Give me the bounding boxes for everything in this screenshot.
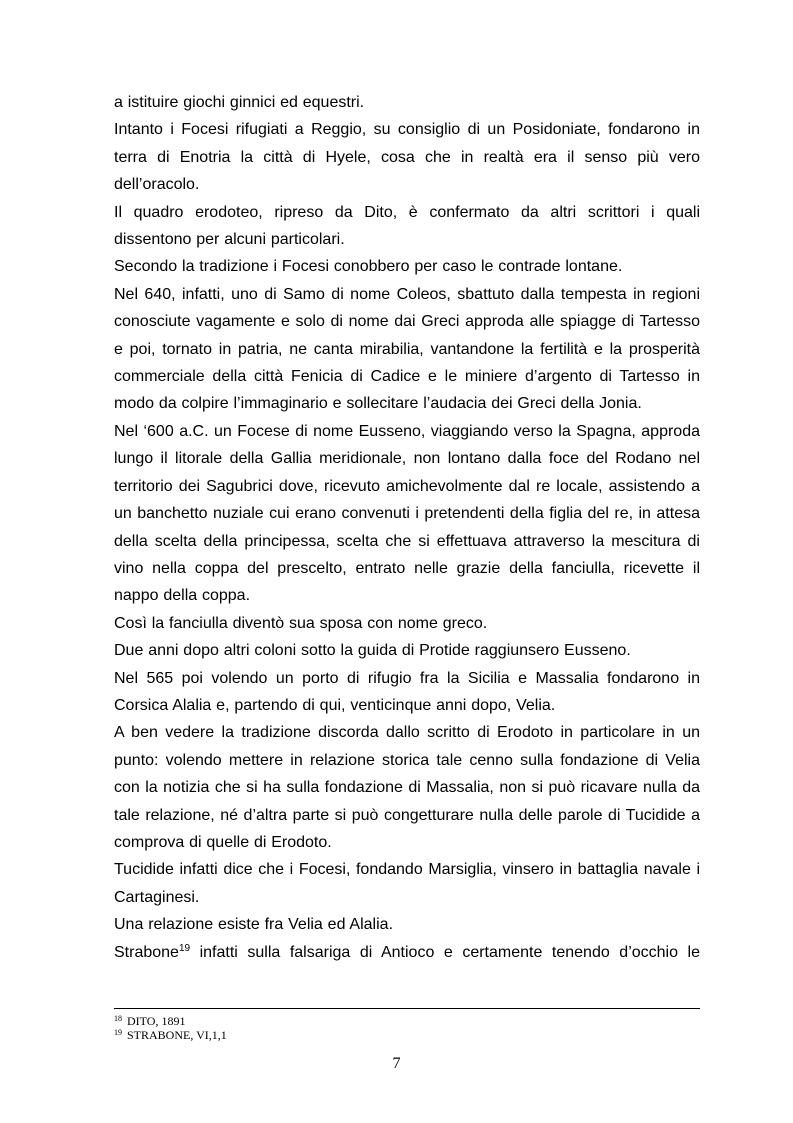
footnote — [114, 1014, 700, 1028]
paragraph-continuing — [114, 939, 700, 966]
page-number: 7 — [392, 1055, 401, 1072]
paragraph: A ben vedere la tradizione discorda dallo scritto di Erodoto in particolare in un punto: volendo mettere in relazione storica tale cenno sulla fondazione di Velia con la notizia che si ha sulla fondazione di Massalia, non si può ricavare nulla da tale relazione, né d’altra parte si può congetturare nulla delle parole di Tucidide a comprova di quelle di Erodoto. — [114, 724, 700, 851]
footnote-separator — [114, 1008, 700, 1009]
footnote-number: 18 — [114, 1014, 122, 1023]
footnote-reference[interactable]: 19 — [178, 942, 191, 954]
footnote-text: STRABONE, VI,1,1 — [124, 1028, 227, 1042]
paragraph: Tucidide infatti dice che i Focesi, fondando Marsiglia, vinsero in battaglia navale i Cartaginesi. — [114, 861, 700, 906]
footnote-number: 19 — [114, 1028, 122, 1037]
footnote — [114, 1028, 700, 1042]
paragraph: Due anni dopo altri coloni sotto la guida di Protide raggiunsero Eusseno. — [114, 642, 631, 660]
paragraph-text-start: Strabone — [114, 943, 179, 961]
footnotes — [114, 1014, 700, 1042]
paragraph: Nel ‘600 a.C. un Focese di nome Eusseno, viaggiando verso la Spagna, approda lungo il litorale della Gallia meridionale, non lontano dalla foce del Rodano nel territorio dei Sagubrici dove, ricevuto amichevolmente dal re locale, assistendo a un banchetto nuziale cui erano convenuti i pretendenti della figlia del re, in attesa della scelta della principessa, scelta che si effettuava attraverso la mescitura di vino nella coppa del prescelto, entrato nelle grazie della fanciulla, ricevette il nappo della coppa. — [114, 422, 700, 605]
footnote-text: DITO, 1891 — [124, 1014, 186, 1028]
paragraph: a istituire giochi ginnici ed equestri. — [114, 94, 365, 111]
paragraph: Una relazione esiste fra Velia ed Alalia. — [114, 916, 394, 934]
paragraph: Nel 565 poi volendo un porto di rifugio fra la Sicilia e Massalia fondarono in Corsica Alalia e, partendo di qui, venticinque anni dopo, Velia. — [114, 669, 700, 714]
paragraph: Così la fanciulla diventò sua sposa con nome greco. — [114, 614, 488, 632]
paragraph: Intanto i Focesi rifugiati a Reggio, su consiglio di un Posidoniate, fondarono in terra di Enotria la città di Hyele, cosa che in realtà era il senso più vero dell’oracolo. — [114, 121, 700, 194]
paragraph: Secondo la tradizione i Focesi conobbero per caso le contrade lontane. — [114, 258, 623, 276]
body-text — [114, 89, 700, 966]
paragraph: Nel 640, infatti, uno di Samo di nome Coleos, sbattuto dalla tempesta in regioni conosciute vagamente e solo di nome dai Greci approda alle spiagge di Tartesso e poi, tornato in patria, ne canta mirabilia, vantandone la fertilità e la prosperità commerciale della città Fenicia di Cadice e le miniere d’argento di Tartesso in modo da colpire l’immaginario e sollecitare l’audacia dei Greci della Jonia. — [114, 285, 700, 413]
paragraph: Il quadro erodoteo, ripreso da Dito, è confermato da altri scrittori i quali dissentono per alcuni particolari. — [114, 203, 700, 249]
paragraph-text-end: infatti sulla falsariga di Antioco e certamente tenendo d’occhio le — [190, 943, 700, 961]
